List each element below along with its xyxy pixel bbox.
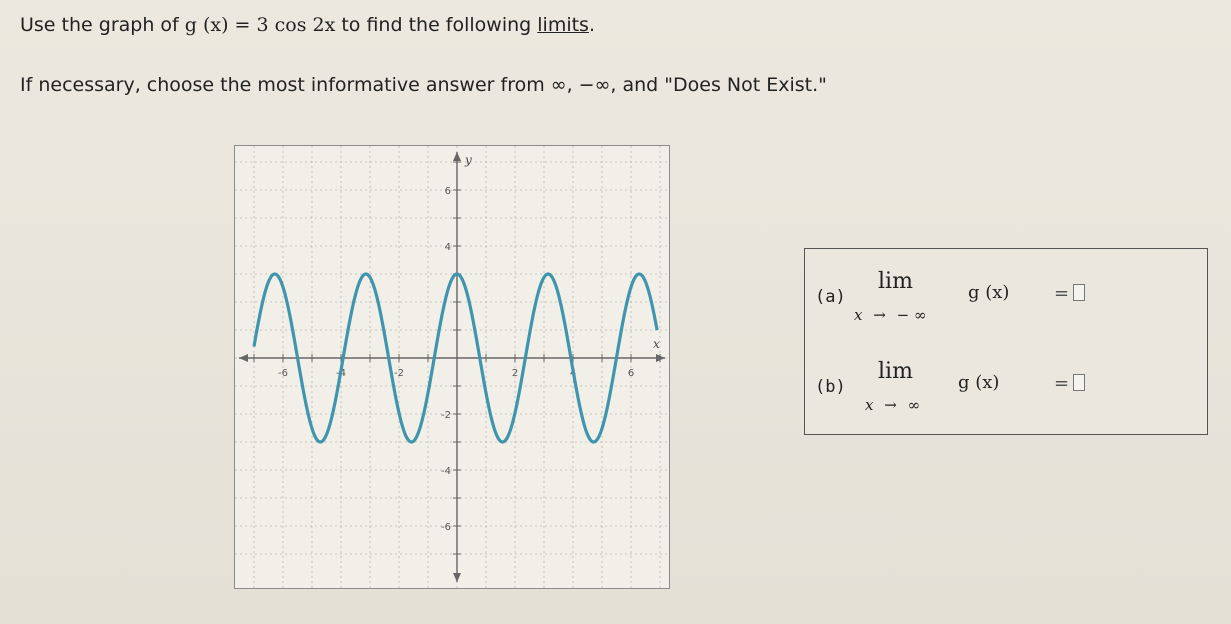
x-tick-label: -6 <box>278 368 288 379</box>
graph-panel <box>234 145 670 589</box>
y-axis-down-arrow-icon <box>453 573 461 582</box>
part-a-var: x <box>854 306 863 324</box>
y-tick-label: -2 <box>441 410 451 421</box>
y-axis-label: y <box>465 153 472 167</box>
instructions-suffix: . <box>588 14 596 36</box>
x-tick-label: 6 <box>627 368 635 379</box>
answer-panel <box>804 248 1208 435</box>
y-tick-label: 4 <box>444 242 451 253</box>
cosine-graph <box>235 146 669 588</box>
function-expression: g (x) = 3 cos 2x <box>184 14 336 36</box>
part-a-equals: = <box>1054 283 1070 304</box>
arrow-icon: → <box>884 396 897 414</box>
x-axis-label: x <box>653 337 660 351</box>
instructions-middle: to find the following <box>335 14 538 36</box>
part-a-subscript <box>854 306 926 324</box>
y-tick-label: -4 <box>441 466 451 477</box>
y-tick-label: 6 <box>444 186 451 197</box>
part-b-subscript <box>865 396 920 414</box>
instructions-text <box>20 14 595 36</box>
part-b-var: x <box>865 396 874 414</box>
part-a-label: (a) <box>815 287 846 307</box>
part-a-lim: lim <box>878 269 913 294</box>
part-b-expression: g (x) <box>958 372 1000 393</box>
part-a-target: − ∞ <box>896 306 927 324</box>
x-tick-label: -4 <box>336 368 346 379</box>
x-axis-left-arrow-icon <box>239 354 248 362</box>
instructions-prefix: Use the graph of <box>20 14 185 36</box>
x-tick-label: -2 <box>394 368 404 379</box>
limits-link[interactable]: limits <box>537 14 589 36</box>
part-b-equals: = <box>1054 373 1070 394</box>
y-axis-up-arrow-icon <box>453 152 461 161</box>
part-a-expression: g (x) <box>968 282 1010 303</box>
part-a-answer-input[interactable] <box>1073 284 1085 301</box>
part-b-lim: lim <box>878 359 913 384</box>
y-tick-label: -6 <box>441 522 451 533</box>
part-b-target: ∞ <box>907 396 921 414</box>
arrow-icon: → <box>873 306 886 324</box>
x-tick-label: 2 <box>511 368 519 379</box>
part-b-answer-input[interactable] <box>1073 374 1085 391</box>
part-b-label: (b) <box>815 377 846 397</box>
x-tick-label: 4 <box>569 368 577 379</box>
hint-text: If necessary, choose the most informative answer from ∞, −∞, and "Does Not Exist." <box>20 74 827 96</box>
